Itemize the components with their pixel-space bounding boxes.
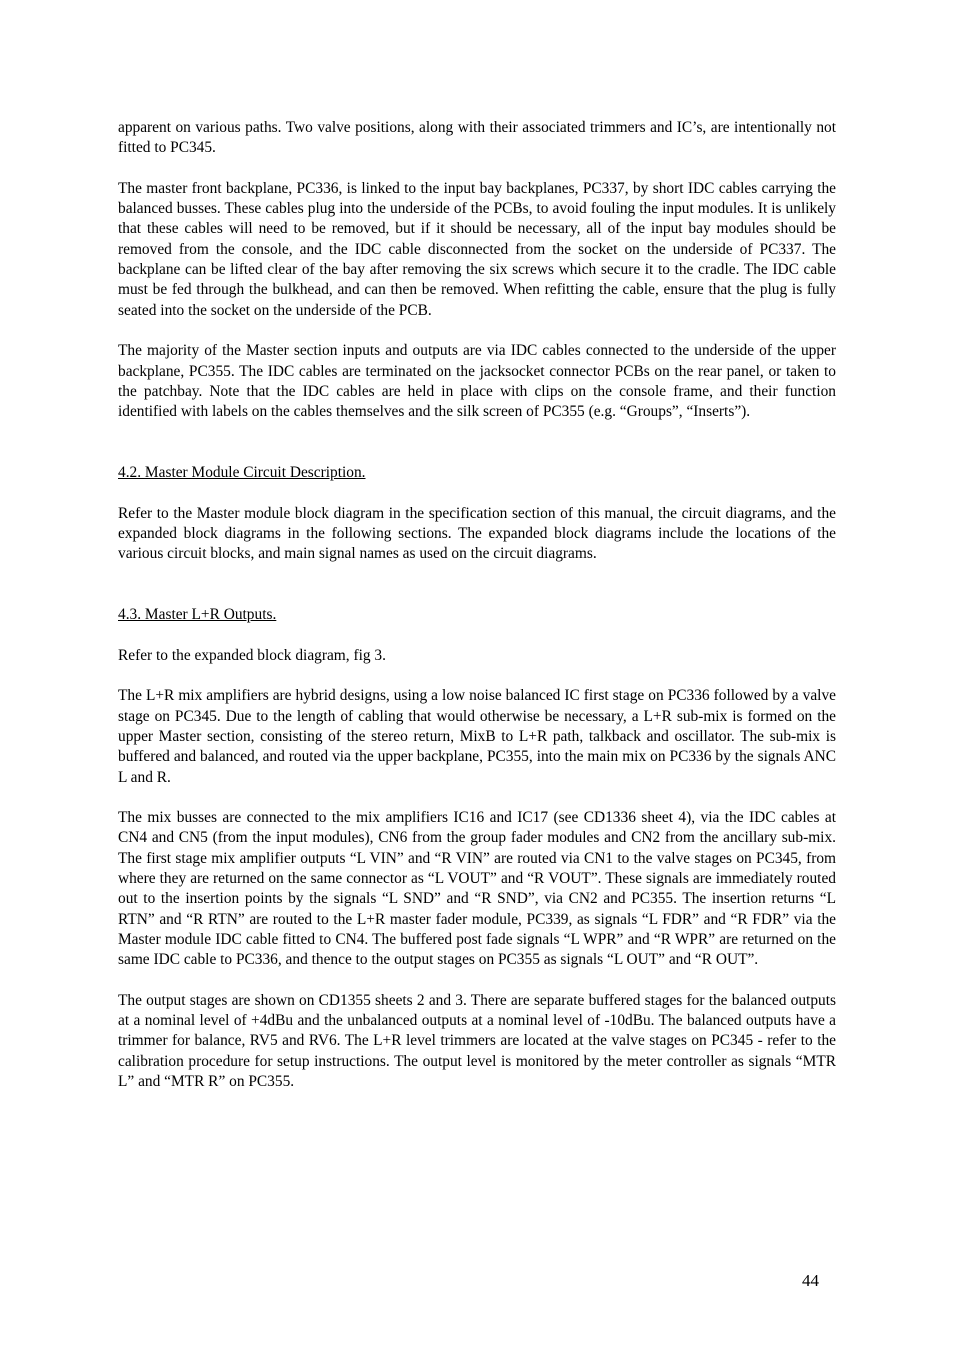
paragraph-mix-busses: The mix busses are connected to the mix amplifiers IC16 and IC17 (see CD1336 sheet 4), via the IDC cables at CN4 and CN5 (from the input modules), CN6 from the group fader modules and CN2 from the ancillary sub-mix. The first stage mix amplifier outputs “L VIN” and “R VIN” are routed via CN1 to the valve stages on PC345, from where they are returned on the same connector as “L VOUT” and “R VOUT”. These signals are immediately routed out to the insertion points by the signals “L SND” and “R SND”, via CN2 and PC355. The insertion returns “L RTN” and “R RTN” are routed to the L+R master fader module, PC339, as signals “L FDR” and “R FDR” via the Master module IDC cable fitted to CN4. The buffered post fade signals “L WPR” and “R WPR” are returned on the same IDC cable to PC336, and thence to the output stages on PC355 as signals “L OUT” and “R OUT”. bbox=[118, 809, 836, 969]
paragraph-block-diagram-reference: Refer to the Master module block diagram in the specification section of this manual, the circuit diagrams, and the expanded block diagrams in the following sections. The expanded block diagrams include the locations of the various circuit blocks, and main signal names as used on the circuit diagrams. bbox=[118, 504, 836, 563]
section-heading-lr-outputs: 4.3. Master L+R Outputs. bbox=[118, 606, 277, 624]
page-number: 44 bbox=[802, 1271, 819, 1290]
paragraph-mix-amplifiers: The L+R mix amplifiers are hybrid designs, using a low noise balanced IC first stage on PC336 followed by a valve stage on PC345. Due to the length of cabling that would otherwise be necessary, a L+R sub-mix is formed on the upper Master section, consisting of the stereo return, MixB to L+R path, talkback and oscillator. The sub-mix is buffered and balanced, and routed via the upper backplane, PC355, into the main mix on PC336 by the signals ANC L and R. bbox=[118, 687, 836, 786]
paragraph-front-backplane: The master front backplane, PC336, is linked to the input bay backplanes, PC337, by short IDC cables carrying the balanced busses. These cables plug into the underside of the PCBs, to avoid fouling the input modules. It is unlikely that these cables will need to be removed, but if it should be necessary, all of the input bay modules should be removed from the console, and the IDC cable disconnected from the socket on the underside of PC337. The backplane can be lifted clear of the bay after removing the six screws which secure it to the cradle. The IDC cable must be fed through the bulkhead, and can then be removed. When refitting the cable, ensure that the plug is fully seated into the socket on the underside of the PCB. bbox=[118, 179, 836, 319]
section-heading-circuit-description: 4.2. Master Module Circuit Description. bbox=[118, 464, 366, 482]
document-body bbox=[118, 118, 836, 1092]
paragraph-master-io: The majority of the Master section inputs and outputs are via IDC cables connected to the underside of the upper backplane, PC355. The IDC cables are terminated on the jacksocket connector PCBs on the rear panel, or taken to the patchbay. Note that the IDC cables are held in place with clips on the console frame, and their function identified with labels on the cables themselves and the silk screen of PC355 (e.g. “Groups”, “Inserts”). bbox=[118, 342, 836, 421]
paragraph-output-stages: The output stages are shown on CD1355 sheets 2 and 3. There are separate buffered stages for the balanced outputs at a nominal level of +4dBu and the unbalanced outputs at a nominal level of -10dBu. The balanced outputs have a trimmer for balance, RV5 and RV6. The L+R level trimmers are located at the valve stages on PC345 - refer to the calibration procedure for setup instructions. The output level is monitored by the meter controller as signals “MTR L” and “MTR R” on PC355. bbox=[118, 991, 836, 1090]
paragraph-fig-reference: Refer to the expanded block diagram, fig 3. bbox=[118, 646, 386, 664]
paragraph-valve-positions: apparent on various paths. Two valve positions, along with their associated trimmers and IC’s, are intentionally not fitted to PC345. bbox=[118, 119, 836, 157]
